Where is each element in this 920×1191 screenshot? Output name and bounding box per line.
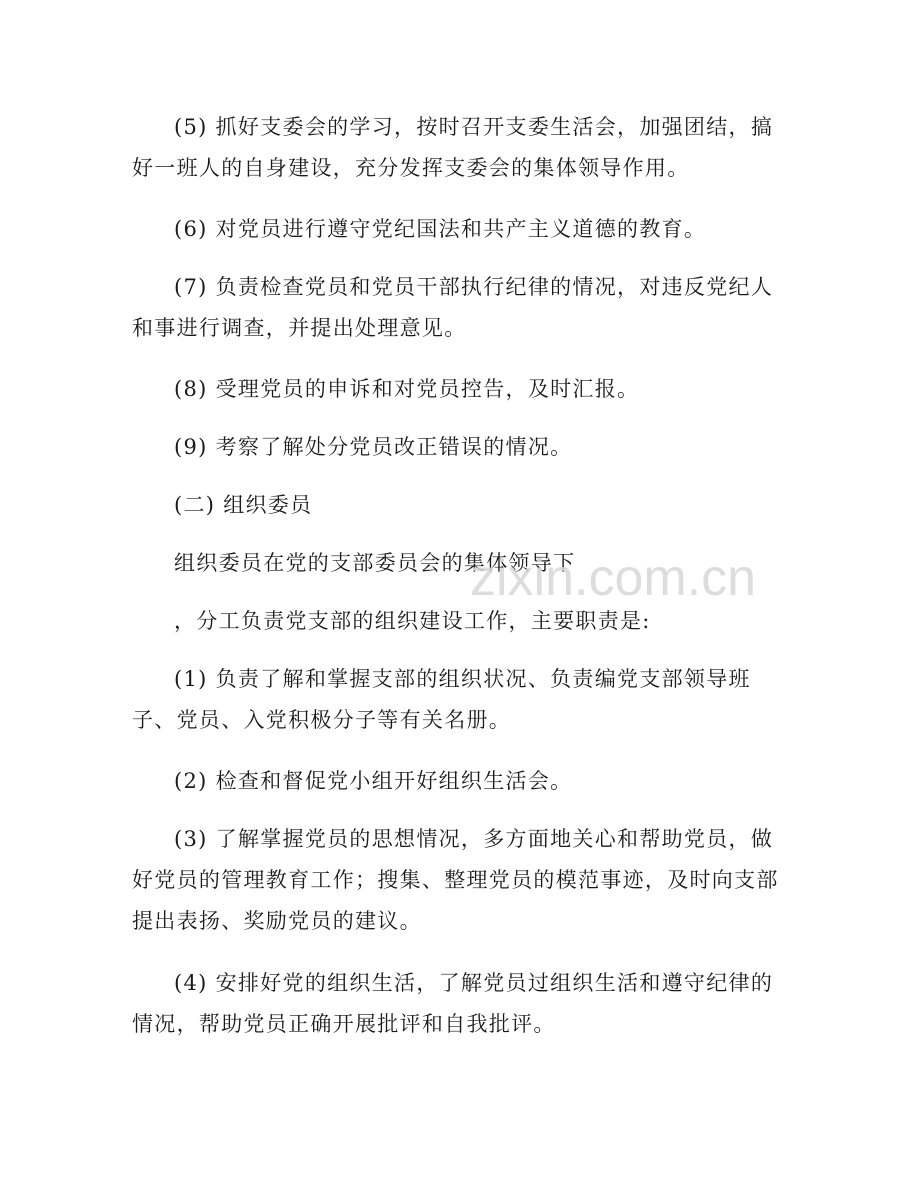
paragraph-item-5: (5) 抓好支委会的学习，按时召开支委生活会，加强团结，搞好一班人的自身建设，充分发挥支委会的集体领导作用。	[132, 115, 774, 180]
paragraph-intro-continued: ，分工负责党支部的组织建设工作，主要职责是:	[174, 609, 651, 633]
paragraph-item-8: (8) 受理党员的申诉和对党员控告，及时汇报。	[174, 377, 640, 401]
paragraph-item-6: (6) 对党员进行遵守党纪国法和共产主义道德的教育。	[174, 217, 707, 241]
section-heading-organization-member: (二) 组织委员	[174, 493, 313, 517]
paragraph-duty-3: (3) 了解掌握党员的思想情况，多方面地关心和帮助党员，做好党员的管理教育工作；搜集、整理党员的模范事迹，及时向支部提出表扬、奖励党员的建议。	[132, 827, 779, 933]
paragraph-item-7: (7) 负责检查党员和党员干部执行纪律的情况，对违反党纪人和事进行调查，并提出处理意见。	[132, 275, 774, 340]
paragraph-intro: 组织委员在党的支部委员会的集体领导下	[174, 551, 576, 575]
paragraph-item-9: (9) 考察了解处分党员改正错误的情况。	[174, 435, 573, 459]
paragraph-duty-2: (2) 检查和督促党小组开好组织生活会。	[174, 769, 573, 793]
watermark-text: zixin.com.cn	[470, 549, 757, 607]
paragraph-duty-4: (4) 安排好党的组织生活，了解党员过组织生活和遵守纪律的情况，帮助党员正确开展批评和自我批评。	[132, 971, 774, 1036]
paragraph-duty-1: (1) 负责了解和掌握支部的组织状况、负责编党支部领导班子、党员、入党积极分子等有关名册。	[132, 667, 751, 732]
